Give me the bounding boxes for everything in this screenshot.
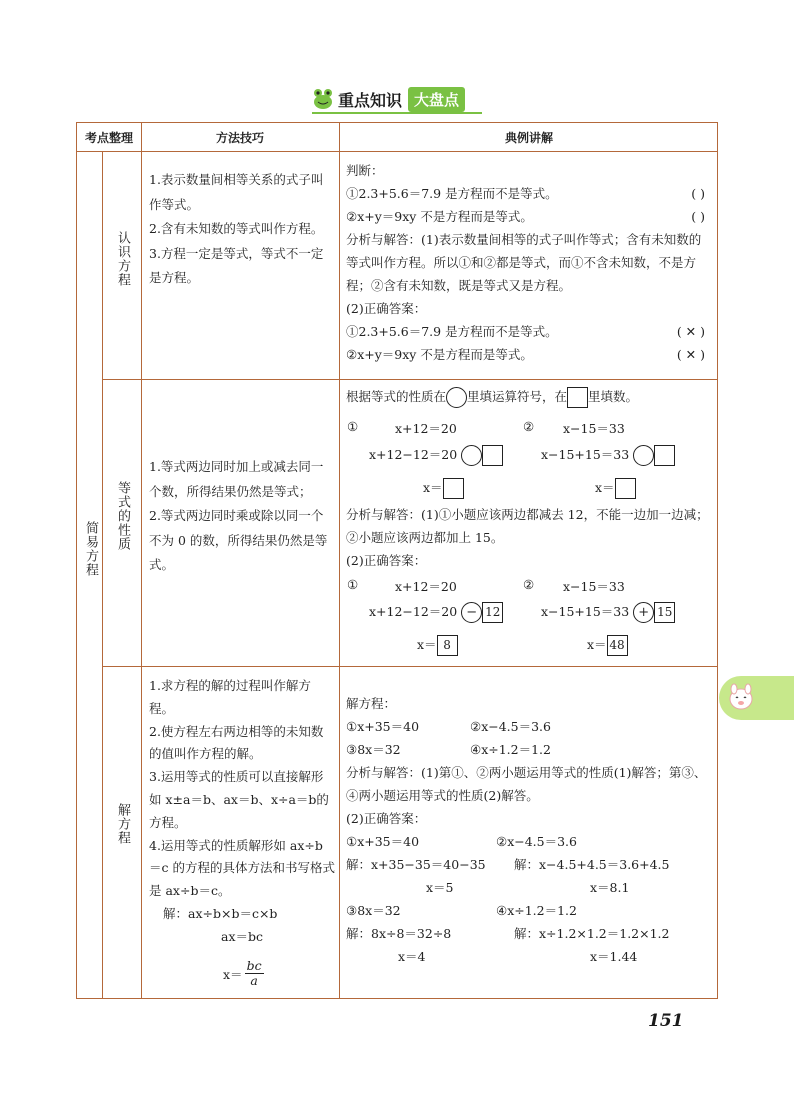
method-solution: 解：ax÷b×b＝c×b — [163, 905, 278, 921]
topic-equation-properties: 等式的性质 — [115, 481, 130, 551]
method-item: 1.等式两边同时加上或减去同一个数，所得结果仍然是等式； — [149, 459, 324, 499]
example-solve: 解方程： ①x+35＝40 ②x−4.5＝3.6 ③8x＝32 ④x÷1.2＝1.2 分析与解答：(1)第①、②两小题运用等式的性质(1)解答；第③、④两小题运用等式的性质(2)解答。 (2)正确答案： ①x+35＝40 ②x−4.5＝3.6 解：x+35−35＝40−35 解：x−4.5+4.5＝3.6+4.5 x＝5 x＝8.1 ③8x＝32 ④x÷1.2＝1.2 解：8x÷8＝32÷8 解：x÷1.2×1.2＝1.2×1.2 x＝4 x＝1.44 — [346, 692, 713, 968]
method-list — [149, 455, 335, 578]
item-number: ① — [347, 577, 359, 592]
header-badge: 大盘点 — [408, 87, 465, 112]
sub-col-divider — [102, 151, 103, 998]
analysis-text: 分析与解答：(1)①小题应该两边都减去 12，不能一边加一边减；②小题应该两边都加上 15。 — [346, 507, 709, 545]
answer-title: (2)正确答案： — [346, 301, 427, 316]
col-divider — [339, 123, 340, 998]
method-solution: ax＝bc — [221, 928, 264, 944]
col-header-method: 方法技巧 — [215, 130, 264, 145]
question-1: ①2.3+5.6＝7.9 是方程而不是等式。 — [346, 186, 558, 201]
header-underline — [312, 112, 482, 114]
question-2: ②x+y＝9xy 不是方程而是等式。 — [346, 209, 533, 224]
method-item: 3.方程一定是等式，等式不一定是方程。 — [149, 245, 324, 285]
question-title: 判断： — [346, 163, 384, 178]
equation: x−15＝33 — [563, 579, 625, 594]
blank-box — [482, 445, 503, 466]
method-item: 1.求方程的解的过程叫作解方程。 — [149, 678, 311, 716]
answer-title: (2)正确答案： — [346, 811, 427, 826]
equation-step: x+12−12＝20 − 12 — [369, 602, 503, 623]
question-title: 解方程： — [346, 696, 397, 711]
equation-step: x+12−12＝20 — [369, 445, 503, 466]
method-item: 3.运用等式的性质可以直接解形如 x±a＝b、ax＝b、x÷a＝b的方程。 — [149, 769, 329, 830]
analysis-text: 分析与解答：(1)第①、②两小题运用等式的性质(1)解答；第③、④两小题运用等式的性质(2)解答。 — [346, 765, 707, 803]
main-topic: 简易方程 — [83, 521, 98, 577]
frog-icon — [312, 87, 334, 111]
page-number: 151 — [648, 1011, 684, 1031]
equation: x+12＝20 — [395, 421, 457, 436]
cartoon-face-icon — [727, 683, 755, 711]
method-item: 2.使方程左右两边相等的未知数的值叫作方程的解。 — [149, 723, 324, 762]
header-divider — [77, 151, 717, 152]
method-fraction: x＝ bc a — [223, 958, 262, 988]
result-answer: 8 — [437, 635, 458, 656]
operator-circle-icon — [446, 387, 467, 408]
number-answer: 15 — [654, 602, 675, 623]
blank-box — [654, 445, 675, 466]
answer-mark: ( ✕ ) — [676, 324, 705, 339]
analysis-block — [346, 503, 713, 572]
method-list — [149, 675, 335, 949]
equation-result: x＝ 48 — [587, 635, 628, 656]
header-title: 重点知识 — [338, 90, 403, 110]
operator-answer: + — [633, 602, 654, 623]
equation-result: x＝ — [423, 478, 464, 499]
col-header-topic: 考点整理 — [84, 130, 133, 145]
answer-title: (2)正确答案： — [346, 553, 427, 568]
equation-result: x＝ 8 — [417, 635, 458, 656]
method-item: 4.运用等式的性质解形如 ax÷b＝c 的方程的具体方法和书写格式是 ax÷b＝c。 — [149, 837, 335, 899]
row-divider — [102, 666, 717, 667]
equation-result: x＝ — [595, 478, 636, 499]
answer-paren: ( ) — [691, 209, 705, 224]
answer-paren: ( ) — [691, 186, 705, 201]
blank-circle — [633, 445, 654, 466]
item-number: ② — [523, 419, 535, 434]
item-number: ① — [347, 419, 359, 434]
answer-2: ②x+y＝9xy 不是方程而是等式。 — [346, 347, 533, 362]
blank-box — [443, 478, 464, 499]
analysis-text: 分析与解答：(1)表示数量间相等的式子叫作等式；含有未知数的等式叫作方程。所以①和②都是等式，而①不含未知数，不是方程；②含有未知数，既是等式又是方程。 — [346, 232, 702, 293]
row-divider — [102, 379, 717, 380]
example-intro: 根据等式的性质在 里填运算符号，在 里填数。 — [346, 387, 638, 408]
number-box-icon — [567, 387, 588, 408]
blank-box — [615, 478, 636, 499]
number-answer: 12 — [482, 602, 503, 623]
knowledge-table — [76, 122, 718, 999]
topic-recognize-equation: 认识方程 — [115, 231, 130, 287]
method-item: 2.含有未知数的等式叫作方程。 — [149, 221, 324, 236]
answer-1: ①2.3+5.6＝7.9 是方程而不是等式。 — [346, 324, 558, 339]
equation-step: x−15+15＝33 + 15 — [541, 602, 675, 623]
item-number: ② — [523, 577, 535, 592]
method-item: 2.等式两边同时乘或除以同一个不为 0 的数，所得结果仍然是等式。 — [149, 508, 328, 572]
blank-circle — [461, 445, 482, 466]
col-divider — [141, 123, 142, 998]
operator-answer: − — [461, 602, 482, 623]
equation: x−15＝33 — [563, 421, 625, 436]
section-header — [312, 84, 465, 114]
topic-solve-equation: 解方程 — [115, 803, 130, 845]
equation-step: x−15+15＝33 — [541, 445, 675, 466]
method-item: 1.表示数量间相等关系的式子叫作等式。 — [149, 172, 324, 212]
answer-mark: ( ✕ ) — [676, 347, 705, 362]
example-recognize — [346, 159, 713, 366]
method-list — [149, 168, 335, 291]
col-header-example: 典例讲解 — [504, 130, 553, 145]
result-answer: 48 — [607, 635, 628, 656]
equation: x+12＝20 — [395, 579, 457, 594]
